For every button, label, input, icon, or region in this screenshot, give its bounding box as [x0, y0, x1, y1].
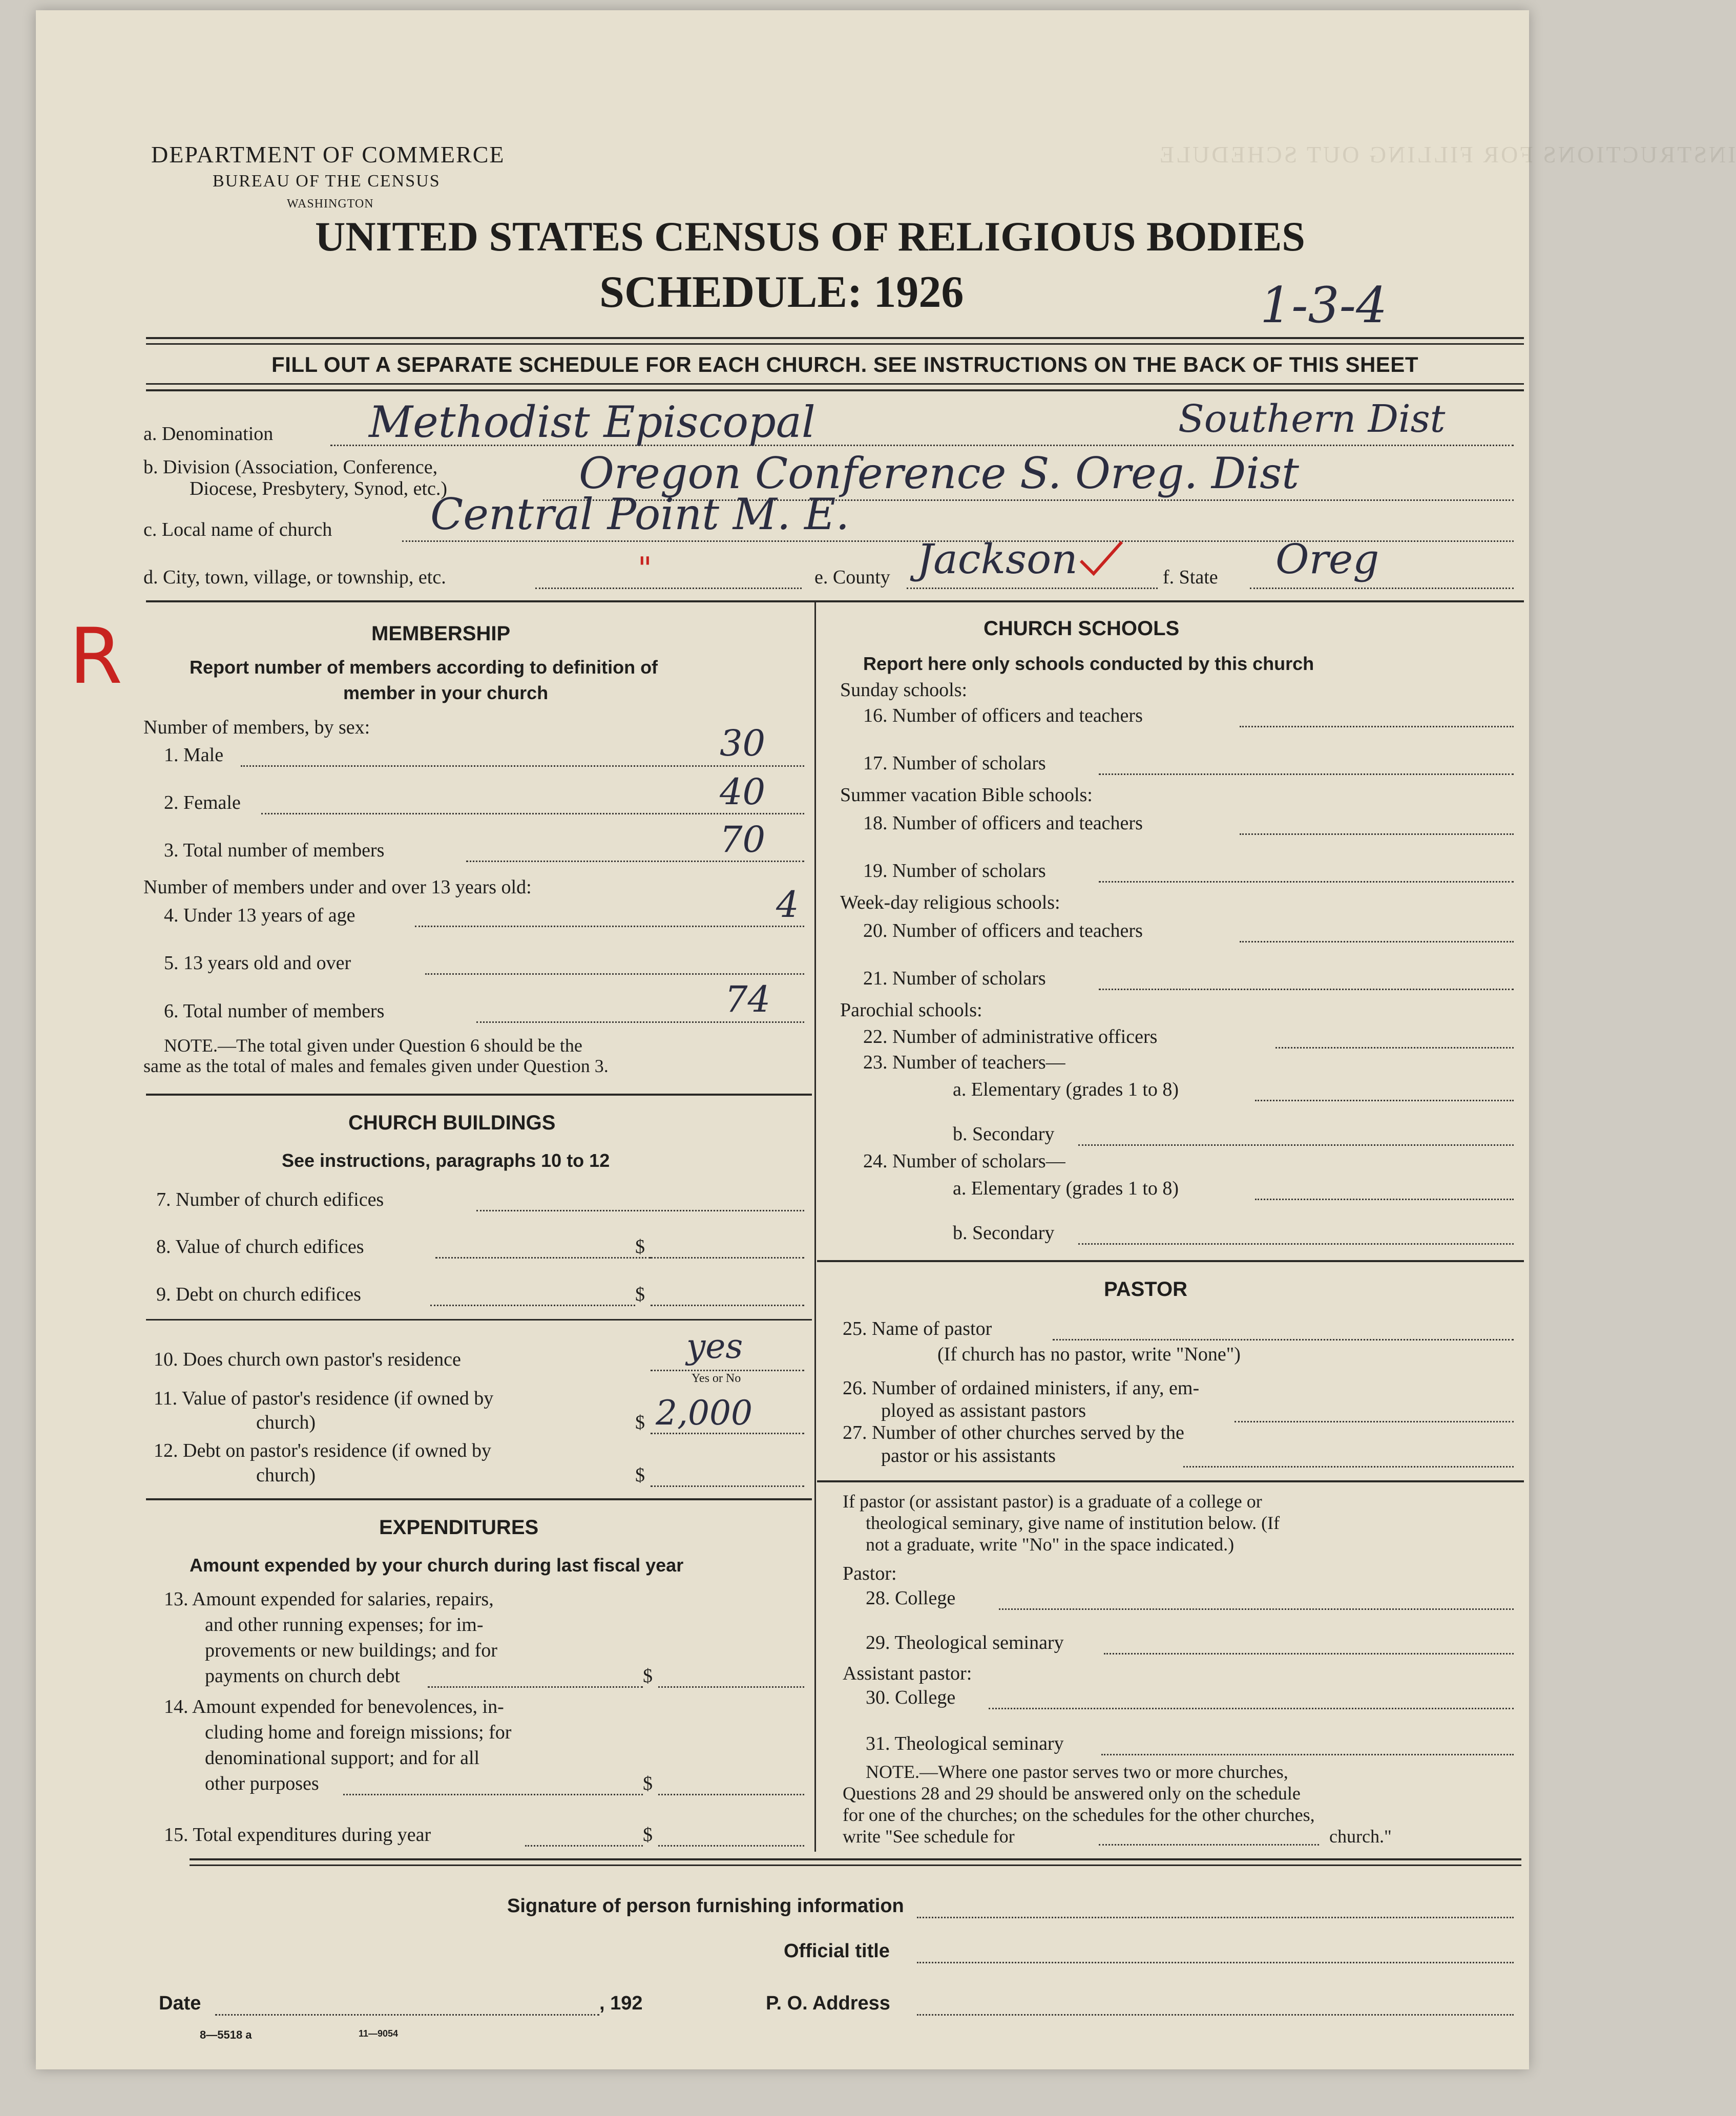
pastor-rule: [817, 1480, 1524, 1482]
assistant-pastor-label: Assistant pastor:: [843, 1663, 972, 1684]
q14-line: [658, 1794, 804, 1795]
q15-dollar: $: [643, 1824, 653, 1846]
q10-label: 10. Does church own pastor's residence: [154, 1349, 461, 1370]
margin-red-mark: R: [69, 612, 123, 701]
q9-line: [651, 1305, 804, 1306]
instruction-line: FILL OUT A SEPARATE SCHEDULE FOR EACH CHURCH. SEE INSTRUCTIONS ON THE BACK OF THIS SHEET: [271, 352, 1418, 376]
q11-label-2: church): [256, 1412, 316, 1433]
q1-value[interactable]: 30: [720, 722, 766, 764]
header-rule-bottom-2: [146, 389, 1524, 391]
members-by-sex-label: Number of members, by sex:: [143, 717, 370, 738]
date-label: Date: [159, 1993, 201, 2014]
q1-label: 1. Male: [164, 744, 224, 766]
membership-note-2: same as the total of males and females given under Question 3.: [143, 1056, 609, 1076]
q27-label-2: pastor or his assistants: [881, 1445, 1056, 1466]
q2-line: [261, 813, 804, 814]
q24a-label: a. Elementary (grades 1 to 8): [953, 1178, 1179, 1199]
department-name: DEPARTMENT OF COMMERCE: [151, 141, 505, 167]
q2-value[interactable]: 40: [720, 771, 766, 813]
q12-dollar: $: [635, 1464, 645, 1486]
buildings-subheading: See instructions, paragraphs 10 to 12: [282, 1150, 610, 1171]
graduate-instr-2: theological seminary, give name of institution below. (If: [866, 1513, 1280, 1533]
q22-line: [1275, 1047, 1514, 1049]
q14-label-1: 14. Amount expended for benevolences, in-: [164, 1696, 504, 1717]
q17-label: 17. Number of scholars: [863, 752, 1046, 774]
date-year: , 192: [599, 1993, 643, 2014]
q7-label: 7. Number of church edifices: [156, 1189, 384, 1210]
denomination-value[interactable]: Methodist Episcopal: [369, 397, 815, 447]
q25-line: [1053, 1339, 1514, 1340]
q8-label: 8. Value of church edifices: [156, 1236, 364, 1258]
expenditures-subheading: Amount expended by your church during last fiscal year: [190, 1555, 684, 1576]
q8-dollar: $: [635, 1236, 645, 1258]
form-number: 8—5518 a: [200, 2028, 252, 2041]
schools-rule: [817, 1260, 1524, 1262]
signature-line[interactable]: [917, 1917, 1514, 1918]
q16-label: 16. Number of officers and teachers: [863, 705, 1143, 726]
membership-subheading-1: Report number of members according to definition of: [190, 657, 658, 678]
q24b-label: b. Secondary: [953, 1222, 1055, 1244]
q15-line-left: [525, 1845, 643, 1847]
q12-label-2: church): [256, 1464, 316, 1486]
q16-line: [1240, 726, 1514, 727]
official-title-label: Official title: [784, 1940, 890, 1962]
q13-dollar: $: [643, 1665, 653, 1687]
membership-heading: MEMBERSHIP: [371, 622, 511, 645]
red-check-mark: [1078, 538, 1124, 579]
city-line: [535, 588, 802, 589]
q4-label: 4. Under 13 years of age: [164, 905, 355, 926]
pastor-note-4a: write "See schedule for: [843, 1826, 1015, 1847]
q3-label: 3. Total number of members: [164, 840, 385, 861]
q13-label-4: payments on church debt: [205, 1665, 400, 1687]
q11-dollar: $: [635, 1412, 645, 1433]
q25-hint: (If church has no pastor, write "None"): [937, 1344, 1241, 1365]
buildings-inner-rule: [146, 1319, 812, 1321]
pastor-label: Pastor:: [843, 1563, 897, 1584]
county-line: [907, 588, 1158, 589]
denomination-extra: Southern Dist: [1178, 397, 1446, 441]
q28-label: 28. College: [866, 1587, 956, 1609]
q21-label: 21. Number of scholars: [863, 968, 1046, 989]
schools-subheading: Report here only schools conducted by this church: [863, 653, 1314, 674]
q2-label: 2. Female: [164, 792, 241, 813]
po-address-label: P. O. Address: [766, 1993, 890, 2014]
q3-line: [466, 861, 804, 862]
denomination-label: a. Denomination: [143, 423, 274, 445]
q31-line: [1101, 1754, 1514, 1755]
q18-line: [1240, 833, 1514, 835]
graduate-instr-3: not a graduate, write "No" in the space indicated.): [866, 1534, 1235, 1555]
expenditures-heading: EXPENDITURES: [379, 1516, 539, 1539]
q4-value[interactable]: 4: [776, 884, 799, 926]
q24b-line: [1078, 1243, 1514, 1245]
q24-label: 24. Number of scholars—: [863, 1150, 1065, 1172]
membership-note-1: NOTE.—The total given under Question 6 should be the: [164, 1035, 582, 1056]
q29-label: 29. Theological seminary: [866, 1632, 1064, 1653]
q27-label-1: 27. Number of other churches served by the: [843, 1422, 1184, 1443]
pastor-note-1: NOTE.—Where one pastor serves two or more churches,: [866, 1762, 1288, 1782]
pastor-note-3: for one of the churches; on the schedules for the other churches,: [843, 1805, 1315, 1825]
q11-line: [651, 1433, 804, 1434]
bureau-name: BUREAU OF THE CENSUS: [213, 172, 441, 191]
summer-schools-label: Summer vacation Bible schools:: [840, 784, 1093, 806]
official-title-line[interactable]: [917, 1962, 1514, 1963]
q9-line-left: [430, 1305, 635, 1306]
footer-rule: [190, 1858, 1521, 1860]
q20-line: [1240, 941, 1514, 942]
print-number: 11—9054: [359, 2028, 399, 2039]
q9-dollar: $: [635, 1284, 645, 1305]
q22-label: 22. Number of administrative officers: [863, 1026, 1158, 1047]
pastor-note-line: [1099, 1844, 1319, 1846]
q26-line: [1235, 1421, 1514, 1422]
pastor-heading: PASTOR: [1104, 1278, 1187, 1301]
q6-line: [476, 1021, 804, 1023]
membership-rule: [146, 1094, 812, 1096]
q31-label: 31. Theological seminary: [866, 1733, 1064, 1754]
q11-value[interactable]: 2,000: [656, 1393, 752, 1433]
buildings-rule: [146, 1498, 812, 1500]
q6-label: 6. Total number of members: [164, 1000, 385, 1022]
q5-label: 5. 13 years old and over: [164, 952, 351, 974]
q1-line: [241, 765, 804, 767]
division-label-1: b. Division (Association, Conference,: [143, 456, 438, 478]
pastor-note-2: Questions 28 and 29 should be answered only on the schedule: [843, 1783, 1301, 1804]
census-schedule-sheet: [36, 10, 1736, 2069]
county-label: e. County: [814, 567, 890, 588]
q23b-label: b. Secondary: [953, 1123, 1055, 1145]
state-label: f. State: [1163, 567, 1218, 588]
church-name-label: c. Local name of church: [143, 519, 332, 540]
q14-label-4: other purposes: [205, 1773, 319, 1794]
q13-line-left: [428, 1686, 643, 1688]
q10-value[interactable]: yes: [686, 1327, 743, 1366]
po-address-line[interactable]: [917, 2014, 1514, 2016]
q10-line: [651, 1370, 804, 1371]
q10-hint: Yes or No: [692, 1372, 741, 1385]
q13-label-2: and other running expenses; for im-: [205, 1614, 484, 1636]
q18-label: 18. Number of officers and teachers: [863, 812, 1143, 834]
church-name-value[interactable]: Central Point M. E.: [430, 489, 850, 539]
q14-label-2: cluding home and foreign missions; for: [205, 1722, 512, 1743]
q20-label: 20. Number of officers and teachers: [863, 920, 1143, 941]
q5-line: [425, 973, 804, 975]
q4-line: [415, 926, 804, 927]
q23-label: 23. Number of teachers—: [863, 1052, 1065, 1073]
division-label-2: Diocese, Presbytery, Synod, etc.): [190, 478, 448, 499]
q14-line-left: [343, 1794, 643, 1795]
members-by-age-label: Number of members under and over 13 years old:: [143, 876, 532, 898]
header-rule-top-2: [146, 343, 1524, 345]
q23a-label: a. Elementary (grades 1 to 8): [953, 1079, 1179, 1100]
q21-line: [1099, 989, 1514, 990]
schools-heading: CHURCH SCHOOLS: [984, 617, 1180, 640]
q13-line: [658, 1686, 804, 1688]
graduate-instr-1: If pastor (or assistant pastor) is a graduate of a college or: [843, 1491, 1262, 1512]
q15-line: [658, 1845, 804, 1847]
state-value[interactable]: Oreg: [1275, 535, 1379, 583]
section-rule: [146, 600, 1524, 602]
q13-label-1: 13. Amount expended for salaries, repairs,: [164, 1588, 494, 1610]
q29-line: [1104, 1653, 1514, 1654]
q14-label-3: denominational support; and for all: [205, 1747, 480, 1769]
column-divider: [814, 602, 816, 1852]
bleed-through-text: INSTRUCTIONS FOR FILLING OUT SCHEDULE: [1158, 141, 1736, 167]
q3-value[interactable]: 70: [720, 819, 766, 861]
q19-label: 19. Number of scholars: [863, 860, 1046, 882]
q23a-line: [1255, 1100, 1514, 1101]
q17-line: [1099, 773, 1514, 775]
q8-line: [651, 1257, 804, 1259]
q30-label: 30. College: [866, 1687, 956, 1708]
q25-label: 25. Name of pastor: [843, 1318, 992, 1339]
handwritten-file-number: 1-3-4: [1260, 277, 1388, 334]
state-line: [1250, 588, 1514, 589]
q26-label-2: ployed as assistant pastors: [881, 1400, 1086, 1421]
header-rule-top: [146, 337, 1524, 339]
q30-line: [989, 1708, 1514, 1709]
q24a-line: [1255, 1199, 1514, 1200]
form-title: UNITED STATES CENSUS OF RELIGIOUS BODIES: [315, 213, 1305, 260]
q28-line: [999, 1608, 1514, 1610]
q19-line: [1099, 881, 1514, 883]
sunday-schools-label: Sunday schools:: [840, 679, 968, 701]
schedule-title: SCHEDULE: 1926: [599, 267, 964, 317]
weekday-schools-label: Week-day religious schools:: [840, 892, 1060, 913]
header-rule-bottom: [146, 383, 1524, 385]
q7-line: [476, 1210, 804, 1211]
q13-label-3: provements or new buildings; and for: [205, 1640, 497, 1661]
q14-dollar: $: [643, 1773, 653, 1794]
q26-label-1: 26. Number of ordained ministers, if any, em-: [843, 1377, 1200, 1399]
q27-line: [1183, 1466, 1514, 1468]
signature-label: Signature of person furnishing information: [507, 1895, 904, 1917]
buildings-heading: CHURCH BUILDINGS: [348, 1112, 556, 1134]
q8-line-left: [435, 1257, 651, 1259]
footer-rule-2: [190, 1864, 1521, 1866]
city-label: d. City, town, village, or township, etc.: [143, 567, 446, 588]
city-name: WASHINGTON: [287, 197, 374, 211]
q15-label: 15. Total expenditures during year: [164, 1824, 431, 1846]
county-value[interactable]: Jackson: [917, 535, 1078, 583]
q12-line: [651, 1485, 804, 1487]
q23b-line: [1078, 1144, 1514, 1146]
division-value[interactable]: Oregon Conference S. Oreg. Dist: [579, 448, 1299, 498]
q6-value[interactable]: 74: [725, 978, 771, 1020]
pastor-note-4b: church.": [1329, 1826, 1392, 1847]
parochial-schools-label: Parochial schools:: [840, 999, 982, 1021]
membership-subheading-2: member in your church: [343, 682, 549, 703]
date-line[interactable]: [215, 2014, 599, 2016]
q9-label: 9. Debt on church edifices: [156, 1284, 361, 1305]
q11-label-1: 11. Value of pastor's residence (if owned by: [154, 1388, 494, 1409]
q12-label-1: 12. Debt on pastor's residence (if owned by: [154, 1440, 492, 1461]
city-value[interactable]: ": [638, 551, 652, 586]
